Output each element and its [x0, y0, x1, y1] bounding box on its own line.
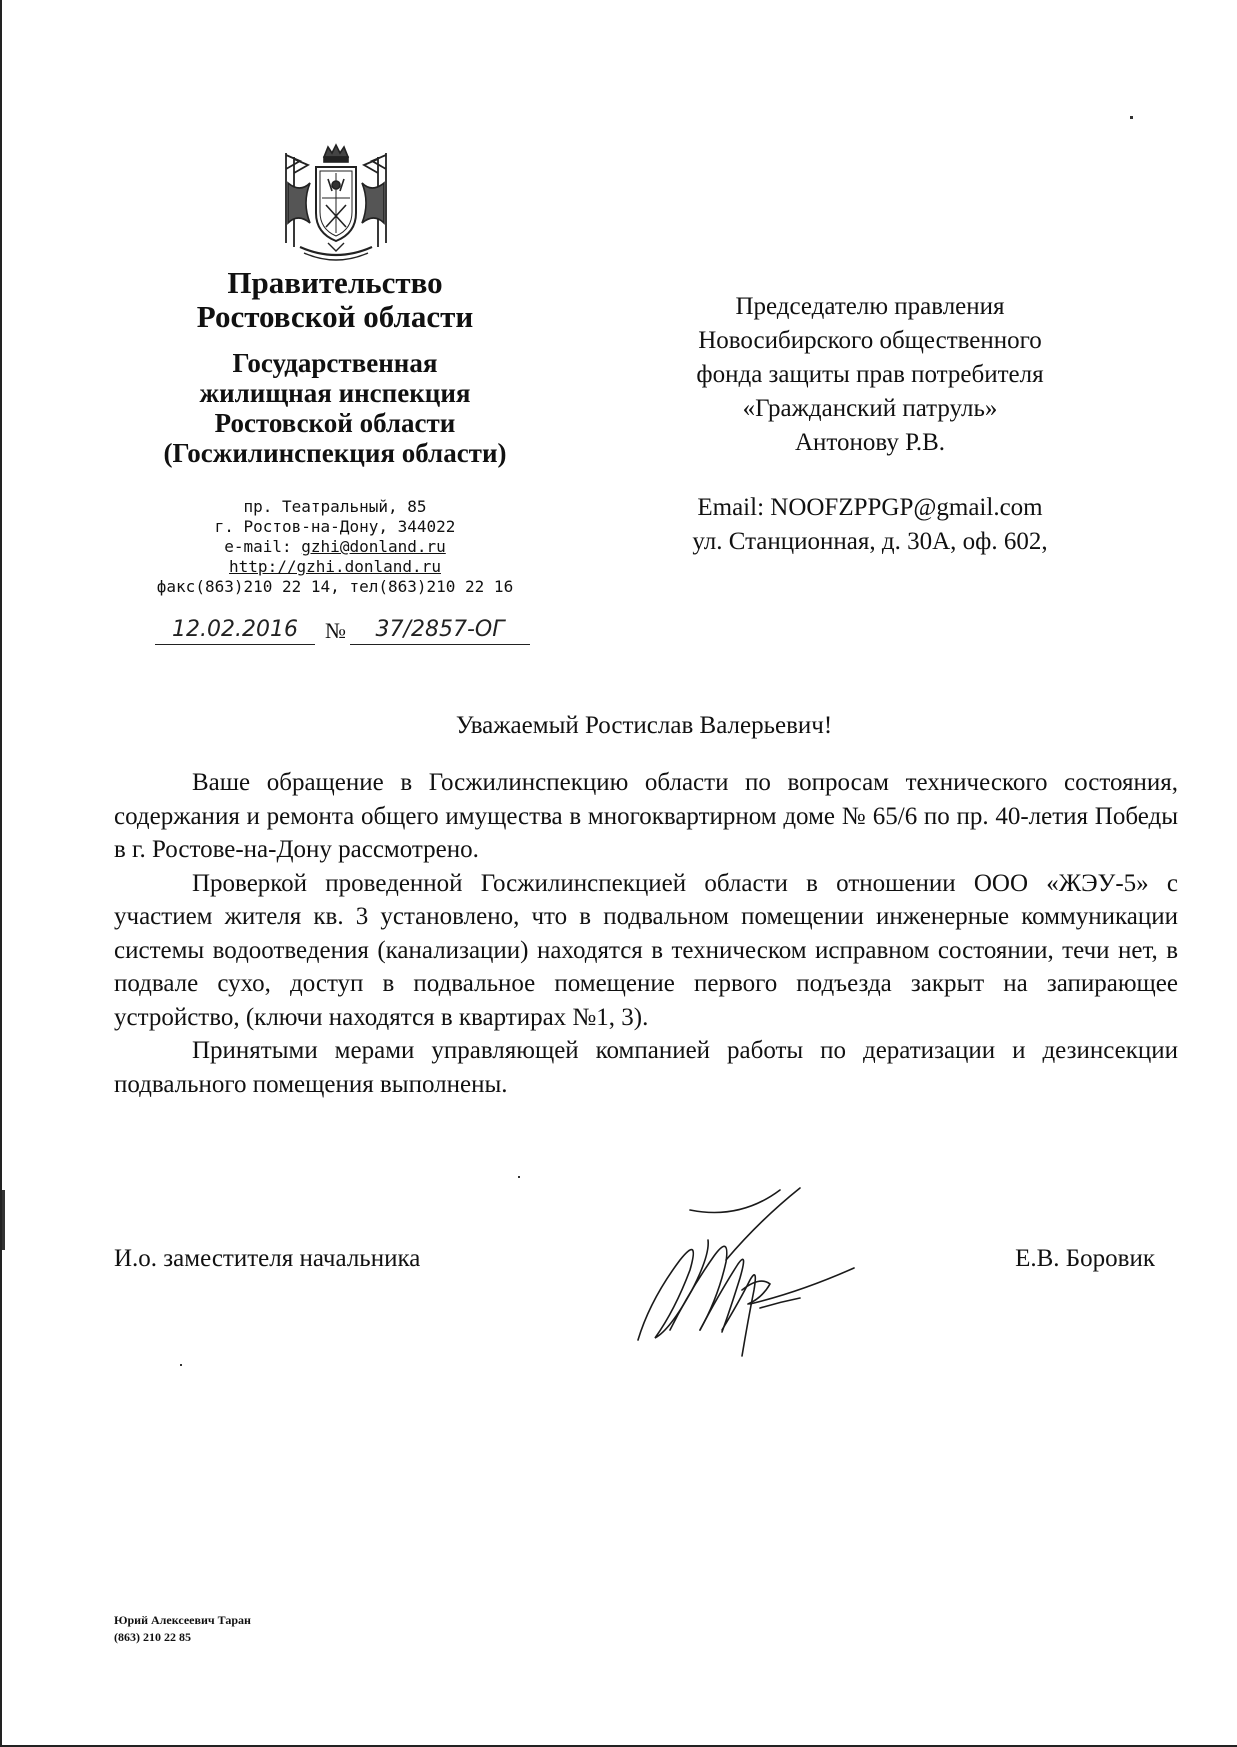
recipient-line: Антонову Р.В.: [794, 429, 946, 456]
scan-speck: [2, 1190, 5, 1250]
government-title: [110, 266, 560, 334]
letter-body: [114, 766, 1178, 1101]
sender-header: [110, 266, 560, 468]
sender-city: г. Ростов-на-Дону, 344022: [214, 517, 456, 536]
recipient-block: [640, 290, 1100, 460]
recipient-line: фонда защиты прав потребителя: [696, 361, 1044, 388]
scan-speck: [180, 1364, 182, 1366]
executor-name: Юрий Алексеевич Таран: [114, 1613, 251, 1627]
handwritten-signature: [630, 1180, 860, 1360]
inspection-title-line: жилищная инспекция: [199, 378, 471, 408]
reference-line: [145, 614, 545, 654]
sender-email-label: e-mail:: [224, 537, 302, 556]
inspection-title-line: Государственная: [232, 348, 438, 378]
recipient-line: Председателю правления: [735, 293, 1005, 320]
recipient-address: ул. Станционная, д. 30А, оф. 602,: [692, 528, 1048, 555]
inspection-title-line: Ростовской области: [214, 408, 456, 438]
sender-website-link[interactable]: http://gzhi.donland.ru: [229, 557, 441, 576]
government-title-line: Правительство: [227, 265, 443, 300]
reference-date: 12.02.2016: [155, 616, 315, 645]
sender-email-line: [110, 537, 560, 557]
reference-number-label: №: [325, 618, 346, 643]
greeting: Уважаемый Ростислав Валерьевич!: [455, 712, 833, 739]
government-title-line: Ростовской области: [196, 299, 474, 334]
sender-email-link[interactable]: gzhi@donland.ru: [301, 537, 446, 556]
recipient-line: «Гражданский патруль»: [742, 395, 998, 422]
recipient-line: Новосибирского общественного: [698, 327, 1042, 354]
body-paragraph: Принятыми мерами управляющей компанией работы по дератизации и дезинсекции подвального помещения выполнены.: [114, 1037, 1178, 1098]
signatory-name: Е.В. Боровик: [1015, 1245, 1155, 1272]
coat-of-arms-icon: [280, 143, 392, 263]
inspection-title: [110, 348, 560, 468]
recipient-email: Email: NOOFZPPGP@gmail.com: [697, 494, 1043, 521]
signatory-role: И.о. заместителя начальника: [114, 1245, 421, 1272]
scan-speck: [1130, 116, 1133, 119]
sender-street: пр. Театральный, 85: [243, 497, 427, 516]
body-paragraph: Ваше обращение в Госжилинспекцию области по вопросам технического состояния, содержания и ремонта общего имущества в многоквартирном доме № 65/6 по пр. 40-летия Победы в г. Ростове-на-Дону рассмотрено.: [114, 769, 1178, 863]
sender-phones: факс(863)210 22 14, тел(863)210 22 16: [156, 577, 514, 596]
sender-address: [110, 497, 560, 597]
body-paragraph: Проверкой проведенной Госжилинспекцией области в отношении ООО «ЖЭУ-5» с участием жителя кв. 3 установлено, что в подвальном помещении инженерные коммуникации системы водоотведения (канализации) находятся в техническом исправном состоянии, течи нет, в подвале сухо, доступ в подвальное помещение первого подъезда закрыт на запирающее устройство, (ключи находятся в квартирах №1, 3).: [114, 869, 1178, 1031]
executor-info: [114, 1612, 251, 1646]
recipient-contact: [640, 491, 1100, 559]
executor-phone: (863) 210 22 85: [114, 1630, 191, 1644]
reference-number: 37/2857-ОГ: [350, 616, 530, 645]
scan-speck: [518, 1176, 520, 1178]
inspection-title-line: (Госжилинспекция области): [163, 438, 507, 468]
